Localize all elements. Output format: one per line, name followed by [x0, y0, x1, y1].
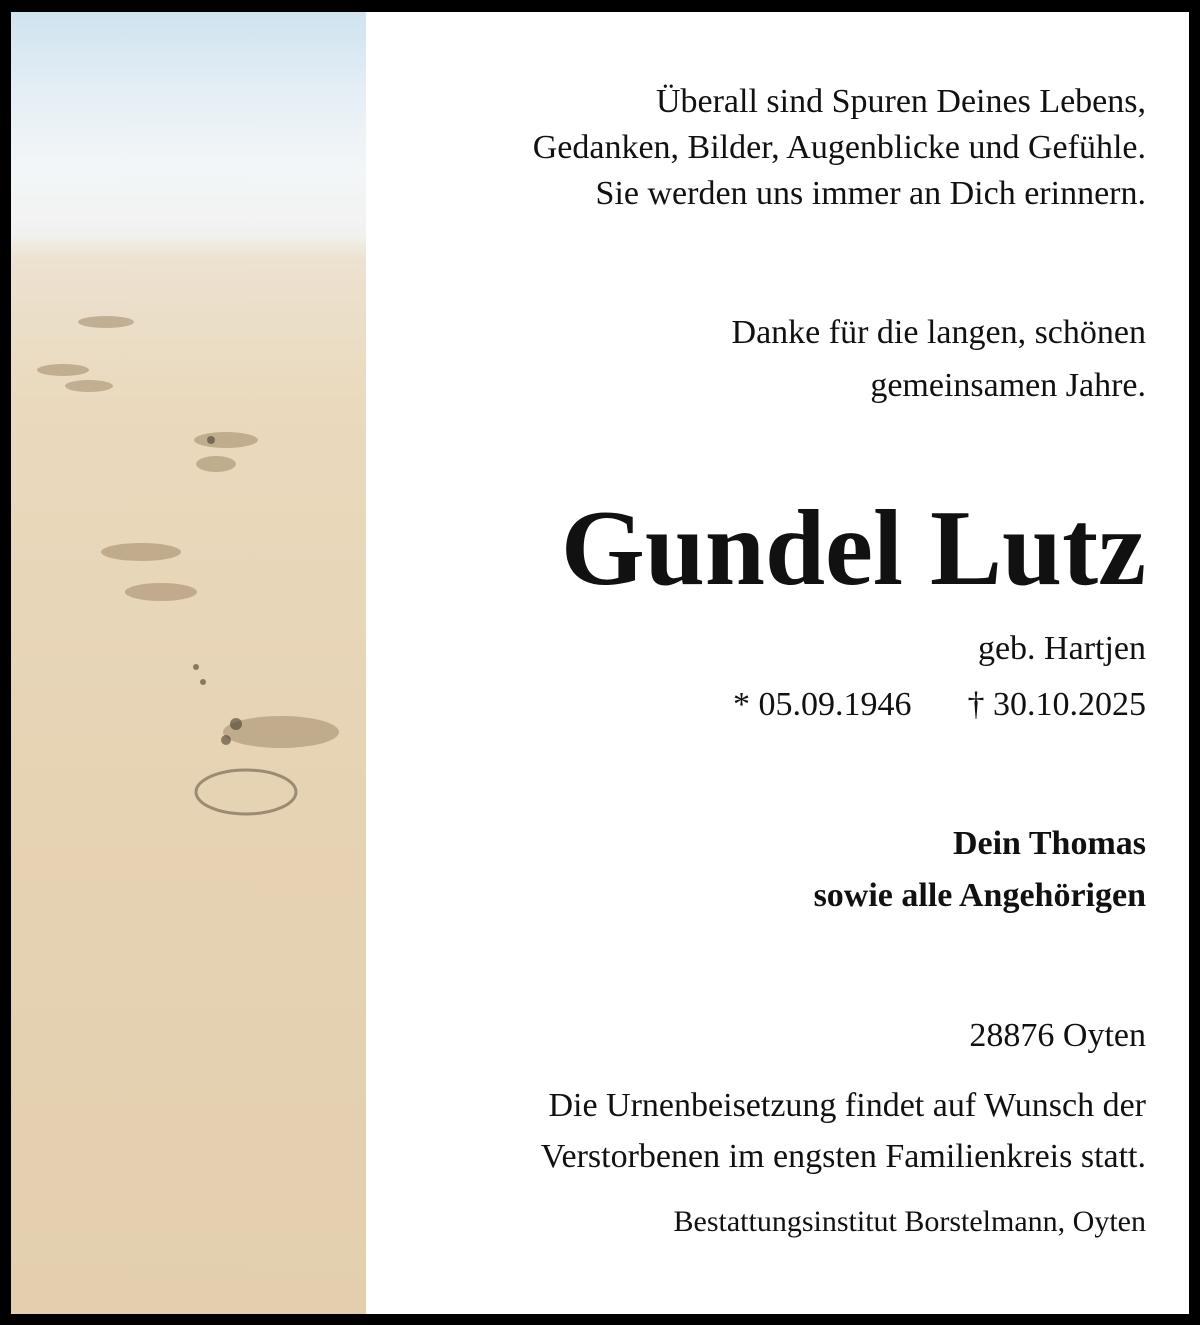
mourner-line: sowie alle Angehörigen — [813, 877, 1146, 914]
thanks-line: gemeinsamen Jahre. — [870, 367, 1146, 404]
life-dates — [733, 677, 1146, 733]
birth-date: * 05.09.1946 — [733, 686, 912, 723]
birth-name: geb. Hartjen — [977, 630, 1146, 667]
death-date: † 30.10.2025 — [967, 686, 1146, 723]
location: 28876 Oyten — [969, 1017, 1146, 1054]
funeral-note-line: Verstorbenen im engsten Familienkreis statt. — [540, 1138, 1146, 1175]
thanks-line: Danke für die langen, schönen — [731, 314, 1146, 351]
thanks-text — [732, 306, 1146, 412]
mourner-line: Dein Thomas — [952, 825, 1146, 862]
poem-line: Überall sind Spuren Deines Lebens, — [655, 83, 1146, 120]
deceased-details — [733, 621, 1146, 733]
mourners — [814, 818, 1146, 922]
poem-line: Gedanken, Bilder, Augenblicke und Gefühle. — [532, 129, 1146, 166]
footprints-illustration — [11, 12, 366, 1314]
deceased-name: Gundel Lutz — [560, 489, 1146, 608]
undertaker: Bestattungsinstitut Borstelmann, Oyten — [673, 1205, 1146, 1238]
poem-line: Sie werden uns immer an Dich erinnern. — [595, 175, 1146, 212]
obituary-notice — [11, 12, 1189, 1314]
funeral-note-line: Die Urnenbeisetzung findet auf Wunsch der — [548, 1087, 1146, 1124]
poem — [533, 79, 1146, 217]
beach-footprints-image — [11, 12, 366, 1314]
funeral-note — [541, 1080, 1146, 1182]
